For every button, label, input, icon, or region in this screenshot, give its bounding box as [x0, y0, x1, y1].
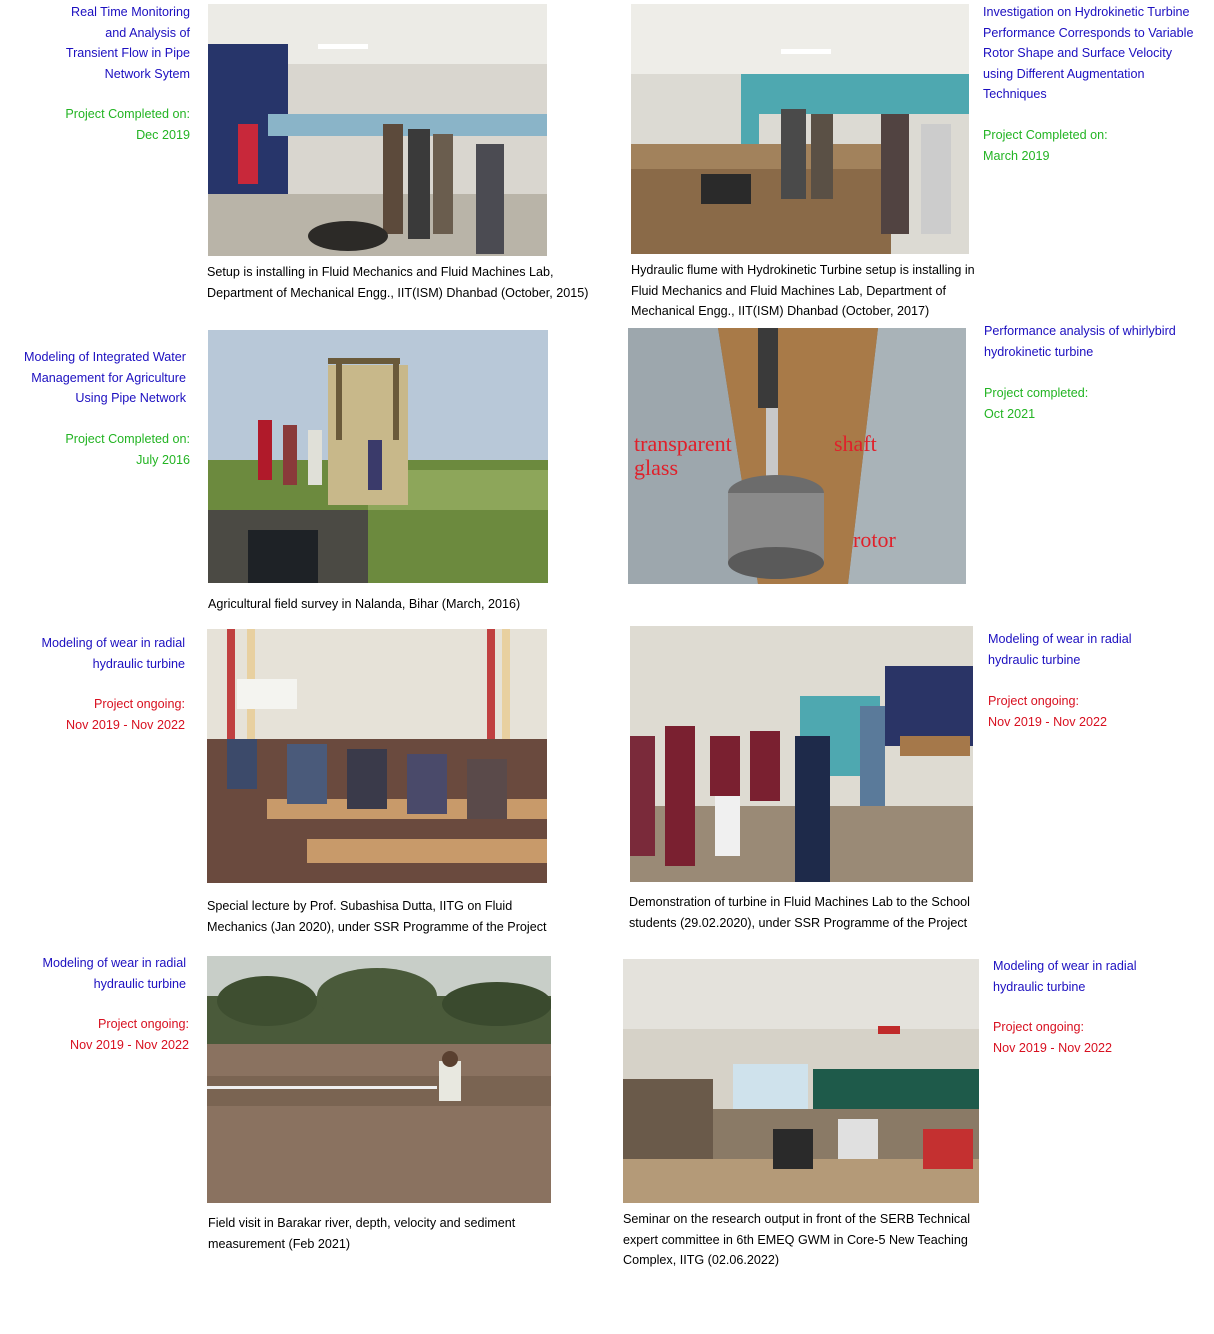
hydraulic-flume-photo: [631, 4, 969, 254]
project-8-status: Project ongoing: Nov 2019 - Nov 2022: [993, 1020, 1113, 1055]
photo-label-glass: transparent glass: [634, 431, 732, 480]
project-6-status: Project ongoing: Nov 2019 - Nov 2022: [988, 694, 1108, 729]
project-2-title: Investigation on Hydrokinetic Turbine Performance Corresponds to Variable Rotor Shape and Surface Velocity using Different Augmentation Techniques: [983, 5, 1194, 101]
project-3-caption: Agricultural field survey in Nalanda, Bihar (March, 2016): [208, 597, 521, 611]
project-5-title: Modeling of wear in radial hydraulic turbine: [41, 636, 185, 671]
project-7-caption: Field visit in Barakar river, depth, velocity and sediment measurement (Feb 2021): [208, 1216, 516, 1251]
project-4-title: Performance analysis of whirlybird hydrokinetic turbine: [984, 324, 1176, 359]
project-8-caption: Seminar on the research output in front of the SERB Technical expert committee in 6th EMEQ GWM in Core-5 New Teaching Complex, IITG (02.06.2022): [623, 1212, 970, 1267]
project-7-title: Modeling of wear in radial hydraulic turbine: [42, 956, 186, 991]
project-1-title: Real Time Monitoring and Analysis of Transient Flow in Pipe Network Sytem: [65, 5, 190, 81]
project-1-status: Project Completed on: Dec 2019: [65, 107, 190, 142]
lab-pipe-setup-photo: [208, 4, 547, 256]
turbine-demonstration-photo: [630, 626, 973, 882]
whirlybird-turbine-photo: [628, 328, 966, 584]
project-2-status: Project Completed on: March 2019: [983, 128, 1108, 163]
project-6-title: Modeling of wear in radial hydraulic turbine: [988, 632, 1132, 667]
project-3-status: Project Completed on: July 2016: [65, 432, 190, 467]
project-7-status: Project ongoing: Nov 2019 - Nov 2022: [69, 1017, 189, 1052]
seminar-photo: [623, 959, 979, 1203]
photo-label-shaft: shaft: [834, 431, 877, 456]
barakar-river-photo: [207, 956, 551, 1203]
project-3-title: Modeling of Integrated Water Management for Agriculture Using Pipe Network: [24, 350, 186, 405]
project-4-status: Project completed: Oct 2021: [984, 386, 1089, 421]
project-6-caption: Demonstration of turbine in Fluid Machines Lab to the School students (29.02.2020), under SSR Programme of the Project: [629, 895, 970, 930]
project-1-caption: Setup is installing in Fluid Mechanics and Fluid Machines Lab, Department of Mechanical Engg., IIT(ISM) Dhanbad (October, 2015): [207, 265, 589, 300]
project-5-caption: Special lecture by Prof. Subashisa Dutta, IITG on Fluid Mechanics (Jan 2020), under SSR Programme of the Project: [207, 899, 547, 934]
project-2-caption: Hydraulic flume with Hydrokinetic Turbine setup is installing in Fluid Mechanics and Fluid Machines Lab, Department of Mechanical Engg., IIT(ISM) Dhanbad (October, 2017): [631, 263, 975, 318]
project-5-status: Project ongoing: Nov 2019 - Nov 2022: [65, 697, 185, 732]
field-survey-photo: [208, 330, 548, 583]
special-lecture-photo: [207, 629, 547, 883]
project-8-title: Modeling of wear in radial hydraulic turbine: [993, 959, 1137, 994]
photo-label-rotor: rotor: [853, 527, 896, 552]
